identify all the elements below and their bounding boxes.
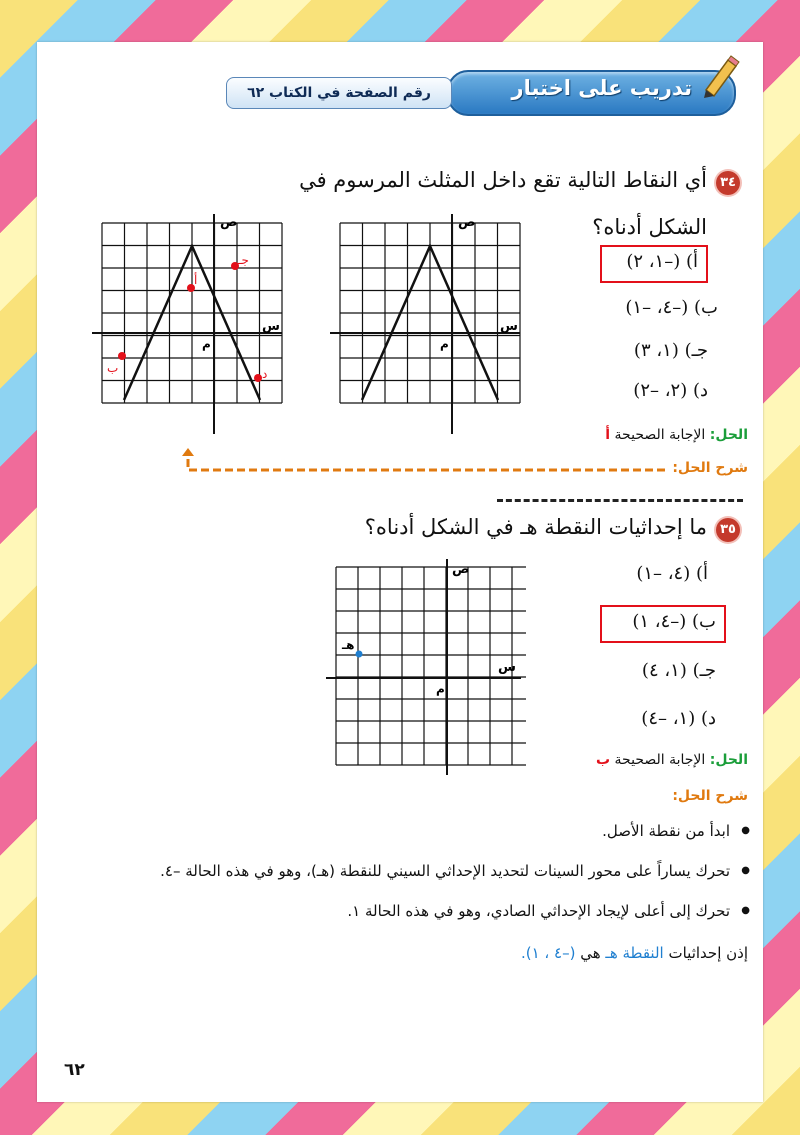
solution-label: الحل: xyxy=(709,427,748,443)
book-page-reference: رقم الصفحة في الكتاب ٦٢ xyxy=(226,77,452,109)
pencil-icon xyxy=(698,54,742,98)
explain-arrow-icon xyxy=(180,448,670,478)
solution-steps xyxy=(90,822,730,932)
q34-option-a[interactable]: أ) (–١، ٢) xyxy=(626,251,698,272)
question-34-badge: ٣٤ xyxy=(716,171,740,195)
solution-text: الإجابة الصحيحة xyxy=(614,752,706,768)
x-axis-label: س xyxy=(262,319,280,334)
point-c-label: جـ xyxy=(238,253,249,267)
step-1: ● ابدأ من نقطة الأصل. xyxy=(602,822,730,840)
conclusion-mid: هي xyxy=(580,944,601,962)
q34-solution xyxy=(605,427,748,443)
y-axis-label: ص xyxy=(452,562,470,577)
solution-text: الإجابة الصحيحة xyxy=(614,427,706,443)
q34-option-c[interactable]: جـ) (١، ٣) xyxy=(633,340,708,361)
y-axis-label: ص xyxy=(458,215,476,230)
grid-lines xyxy=(340,223,520,403)
solution-label: الحل: xyxy=(709,752,748,768)
q35-solution xyxy=(596,752,748,768)
banner-title: تدريب على اختبار xyxy=(511,76,692,100)
point-d-label: د xyxy=(262,367,268,381)
step-3: ● تحرك إلى أعلى لإيجاد الإحداثي الصادي، وهو في هذه الحالة ١. xyxy=(347,902,730,920)
conclusion xyxy=(521,944,748,962)
point-d xyxy=(254,374,262,382)
question-35-badge: ٣٥ xyxy=(716,518,740,542)
q34-grid-triangle xyxy=(330,212,528,437)
section-divider xyxy=(497,499,743,502)
origin-label: م xyxy=(436,682,445,696)
q35-grid xyxy=(326,557,526,777)
q34-option-d[interactable]: د) (٢، –٢) xyxy=(633,380,708,401)
point-b-label: ب xyxy=(107,361,119,375)
q35-option-c[interactable]: جـ) (١، ٤) xyxy=(641,660,716,681)
conclusion-highlight: النقطة هـ xyxy=(605,944,664,962)
q35-option-a[interactable]: أ) (٤، –١) xyxy=(636,563,708,584)
point-b xyxy=(118,352,126,360)
x-axis-label: س xyxy=(498,660,516,675)
y-axis-label: ص xyxy=(220,215,238,230)
q34-grid-with-points xyxy=(92,212,290,437)
point-h xyxy=(356,651,363,658)
point-h-label: هـ xyxy=(342,638,355,652)
solution-answer: أ xyxy=(605,427,611,443)
q34-option-b[interactable]: ب) (–٤، –١) xyxy=(625,297,718,318)
q35-option-b[interactable]: ب) (–٤، ١) xyxy=(632,611,716,632)
solution-answer: ب xyxy=(596,752,611,768)
q35-explain-label: شرح الحل: xyxy=(672,788,748,804)
question-34-text-line1: أي النقاط التالية تقع داخل المثلث المرسوم في xyxy=(299,168,707,192)
section-banner xyxy=(447,70,736,116)
origin-label: م xyxy=(202,337,211,351)
page-number: ٦٢ xyxy=(64,1060,85,1080)
origin-label: م xyxy=(440,337,449,351)
step-2: ● تحرك يساراً على محور السينات لتحديد الإحداثي السيني للنقطة (هـ)، وهو في هذه الحالة –٤. xyxy=(160,862,730,880)
point-a-label: أ xyxy=(194,273,198,287)
x-axis-label: س xyxy=(500,319,518,334)
q35-option-d[interactable]: د) (١، –٤) xyxy=(641,708,716,729)
conclusion-pre: إذن إحداثيات xyxy=(668,944,748,962)
q34-explain-label: شرح الحل: xyxy=(672,460,748,476)
question-34-text-line2: الشكل أدناه؟ xyxy=(592,215,707,239)
conclusion-value: (–٤ ، ١). xyxy=(520,944,576,962)
question-35-text: ما إحداثيات النقطة هـ في الشكل أدناه؟ xyxy=(364,515,707,539)
